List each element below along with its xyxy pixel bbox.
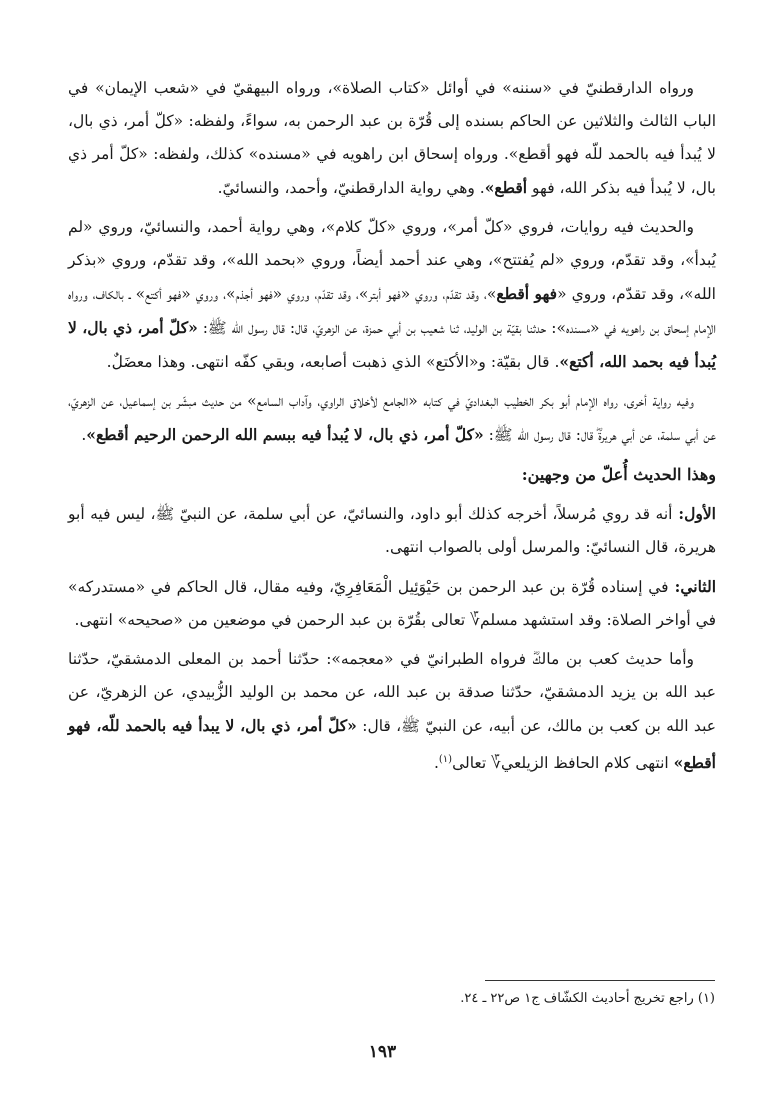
paragraph-text: وفيه رواية أخرى، رواه الإمام أبو بكر الخطيب البغداديّ في كتابه «الجامع لأخلاق الراوي، وآداب السامع» من حديث مبشّر بن إسماعيل، عن الزهريّ، عن أبي سلمة، عن أبي هريرةؓ قال: قال رسول الله ﷺ: <box>68 392 716 444</box>
footnote-ref: (١) <box>438 754 453 765</box>
paragraph-text: أنه قد روي مُرسلاً، أخرجه كذلك أبو داود، والنسائيّ، عن أبي سلمة، عن النبيّ ﷺ، ليس فيه أبو هريرة، قال النسائيّ: والمرسل أولى بالصواب انتهى. <box>68 505 716 556</box>
bold-text: الثاني: <box>668 577 717 596</box>
bold-text: «كلّ أمر، ذي بال، لا يُبدأ فيه بحمد الله، أكتع» <box>68 318 716 371</box>
paragraph-text: وأما حديث كعب بن مالكؓ فرواه الطبرانيّ في «معجمه»: حدّثنا أحمد بن المعلى الدمشقيّ، حدّثنا عبد الله بن يزيد الدمشقيّ، حدّثنا صدقة بن عبد الله، عن محمد بن الوليد الزُّبيدي، عن الزهريّ، عن عبد الله بن كعب بن مالك، عن أبيه، عن النبيّ ﷺ، قال: <box>68 650 716 735</box>
bold-text: الأول: <box>672 504 716 523</box>
bold-text: أقطع» <box>484 178 528 197</box>
paragraph-text: . <box>433 754 439 773</box>
footnote-separator <box>485 980 715 981</box>
paragraph <box>68 385 716 452</box>
paragraph <box>68 570 716 637</box>
footnote: (١) راجع تخريج أحاديث الكشّاف ج١ ص٢٢ ـ ٢٤. <box>460 991 715 1006</box>
reasons-paragraphs <box>68 497 716 780</box>
paragraph <box>68 72 716 205</box>
paragraph-text: »، وقد تقدّم، وروي «فهو أبتر»، وقد تقدّم، وروي «فهو أجذم»، وروي «فهو أكتع» ـ بالكاف، ورواه الإمام إسحاق بن راهويه في «مسنده»: حدثنا بقيّة بن الوليد، ثنا شعيب بن أبي حمزة، عن الزهريّ، قال: قال رسول الله ﷺ: <box>68 285 717 337</box>
paragraph-text: انتهى كلام الحافظ الزيلعي؆ تعالى <box>452 754 674 773</box>
page-body <box>68 72 716 786</box>
bold-text: «كلّ أمر، ذي بال، لا يُبدأ فيه ببسم الله الرحمن الرحيم أقطع» <box>86 425 484 444</box>
bold-text: فهو أقطع <box>496 284 558 303</box>
main-paragraphs <box>68 72 716 452</box>
paragraph <box>68 643 716 780</box>
paragraph-text: . قال بقيّة: و«الأكتع» الذي ذهبت أصابعه، وبقي كفّه انتهى. وهذا معضَلٌ. <box>106 353 560 371</box>
paragraph <box>68 211 716 379</box>
paragraph <box>68 497 716 564</box>
section-heading: وهذا الحديث أُعلّ من وجهين: <box>521 465 716 484</box>
page-number: ١٩٣ <box>368 1042 397 1062</box>
paragraph-text: . وهي رواية الدارقطنيّ، وأحمد، والنسائيّ. <box>217 179 485 197</box>
paragraph-text: ورواه الدارقطنيّ في «سننه» في أوائل «كتاب الصلاة»، ورواه البيهقيّ في «شعب الإيمان» في الباب الثالث والثلاثين عن الحاكم بسنده إلى قُرّة بن عبد الرحمن به، سواءً، ولفظه: «كلّ أمر، ذي بال، لا يُبدأ فيه بالحمد للّه فهو أقطع». ورواه إسحاق ابن راهويه في «مسنده» كذلك، ولفظه: «كلّ أمر ذي بال، لا يُبدأ فيه بذكر الله، فهو <box>68 79 716 197</box>
paragraph-text: في إسناده قُرّة بن عبد الرحمن بن حَيْوَئِيل الْمَعَافِرِيّ، وفيه مقال، قال الحاكم في «مستدركه» في أواخر الصلاة: وقد استشهد مسلم؆ تعالى بقُرّة بن عبد الرحمن في موضعين من «صحيحه» انتهى. <box>68 578 716 629</box>
paragraph-text: والحديث فيه روايات، فروي «كلّ أمر»، وروي «كلّ كلام»، وهي رواية أحمد، والنسائيّ، وروي «لم يُبدأ»، وقد تقدّم، وروي «لم يُفتتح»، وهي عند أحمد أيضاً، وروي «بحمد الله»، وقد تقدّم، وروي «بذكر الله»، وقد تقدّم، وروي « <box>68 218 716 303</box>
bold-text: «كلّ أمر، ذي بال، لا يبدأ فيه بالحمد للّه، فهو أقطع» <box>68 716 716 773</box>
paragraph-text: . <box>81 426 87 444</box>
